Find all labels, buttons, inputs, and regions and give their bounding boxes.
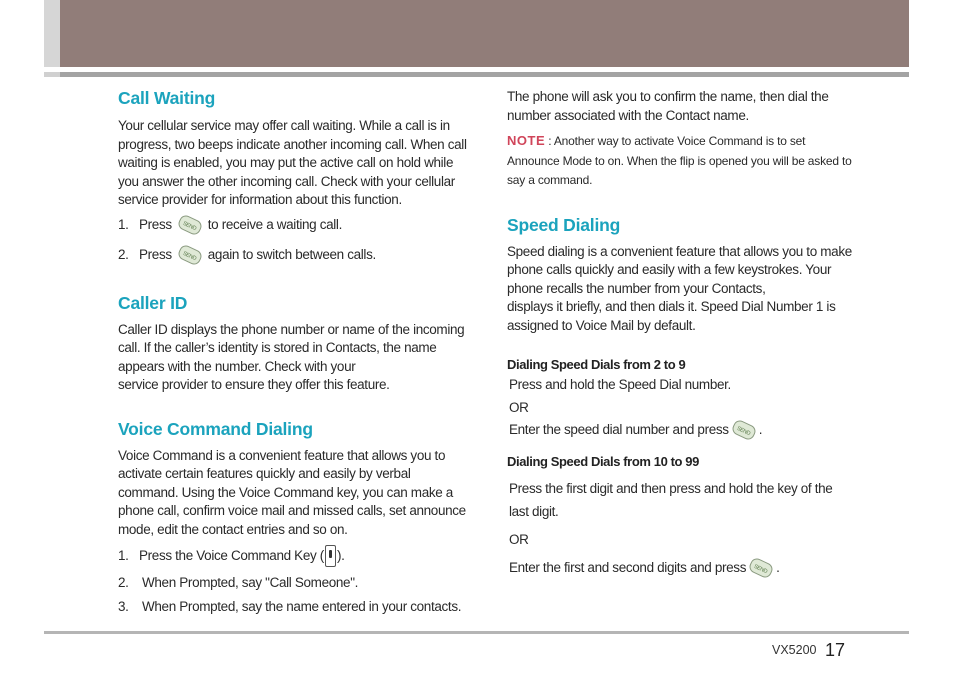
step-text: Enter the speed dial number and press [509,422,729,437]
right-column [507,88,852,578]
dial-10-99-or: OR [509,532,529,547]
step-number: 2. [118,575,129,590]
speed-dialing-body: Speed dialing is a convenient feature that allows you to make phone calls quickly and easily with a few keystrokes. Your phone recalls the number from your Contacts, [507,243,852,296]
voice-command-continued: The phone will ask you to confirm the name, then dial the number associated with the Contact name. [507,89,829,123]
step-number: 1. [118,548,129,563]
send-key-icon [178,245,202,265]
caller-id-body: Caller ID displays the phone number or name of the incoming call. If the caller’s identity is stored in Contacts, the name appears with the number. Check with your [118,321,465,374]
speed-dialing-heading: Speed Dialing [507,214,621,235]
dial-10-99-line2 [507,558,852,578]
header-rule-left [44,72,60,77]
step-text: again to switch between calls. [207,246,376,262]
voice-command-body: Voice Command is a convenient feature that allows you to activate certain features quickly and easily by verbal command. Using the Voice Command key, you can make a phone call, confirm voice mail and missed calls, set announce mode, edit the contact entries and so on. [118,447,466,537]
send-key-icon [749,558,773,578]
step-text: . [758,422,763,437]
step-text: to receive a waiting call. [207,216,342,232]
voice-command-key-icon [325,545,336,567]
step-text: . [776,559,780,575]
step-text: Press the Voice Command Key ( [139,548,324,563]
step-text: When Prompted, say the name entered in your contacts. [142,599,462,614]
step-number: 2. [118,246,129,262]
step-number: 1. [118,216,129,232]
svg-text:SEND: SEND [181,220,197,232]
step-text: Press [139,246,172,262]
svg-text:SEND: SEND [752,563,769,575]
voice-command-heading: Voice Command Dialing [118,418,313,439]
voice-command-step-2 [118,574,470,592]
caller-id-heading: Caller ID [118,292,188,313]
note-block [507,131,852,191]
dial-10-99-heading: Dialing Speed Dials from 10 to 99 [507,454,699,469]
svg-text:SEND: SEND [181,250,197,262]
header-left-strip [44,0,60,67]
page-number: 17 [825,640,846,660]
step-text: Press [139,216,172,232]
caller-id-body-2: service provider to ensure they offer this feature. [118,377,390,392]
voice-command-step-3 [118,598,470,616]
dial-2-9-line1: Press and hold the Speed Dial number. [509,377,731,392]
dial-2-9-line2 [507,420,852,440]
send-key-icon [732,420,756,440]
send-key-icon [178,215,202,235]
step-text: When Prompted, say "Call Someone". [142,575,359,590]
footer-model: VX5200 [772,643,817,657]
voice-command-step-1 [118,545,470,567]
call-waiting-body: Your cellular service may offer call waiting. While a call is in progress, two beeps indicate another incoming call. When call waiting is enabled, you may put the active call on hold while you answer the other incoming call. Check with your cellular service provider for information about this function. [118,118,467,207]
footer-rule [44,631,909,634]
call-waiting-heading: Call Waiting [118,88,216,108]
call-waiting-step-1 [118,215,470,235]
dial-2-9-or: OR [509,399,529,415]
note-label: NOTE [507,133,546,148]
step-text: Enter the first and second digits and press [509,559,747,575]
header-rule [44,72,909,77]
dial-2-9-heading: Dialing Speed Dials from 2 to 9 [507,357,686,372]
svg-text:SEND: SEND [735,425,751,438]
step-text: ). [336,548,345,563]
call-waiting-step-2 [118,245,470,265]
speed-dialing-body-2: displays it briefly, and then dials it. Speed Dial Number 1 is assigned to Voice Mail by default. [507,299,836,333]
note-text: : Another way to activate Voice Command is to set Announce Mode to on. When the flip is opened you will be asked to say a command. [507,134,852,187]
dial-10-99-line1: Press the first digit and then press and hold the key of the last digit. [509,481,833,519]
left-column [118,88,470,616]
header-band [60,0,909,67]
step-number: 3. [118,599,129,614]
